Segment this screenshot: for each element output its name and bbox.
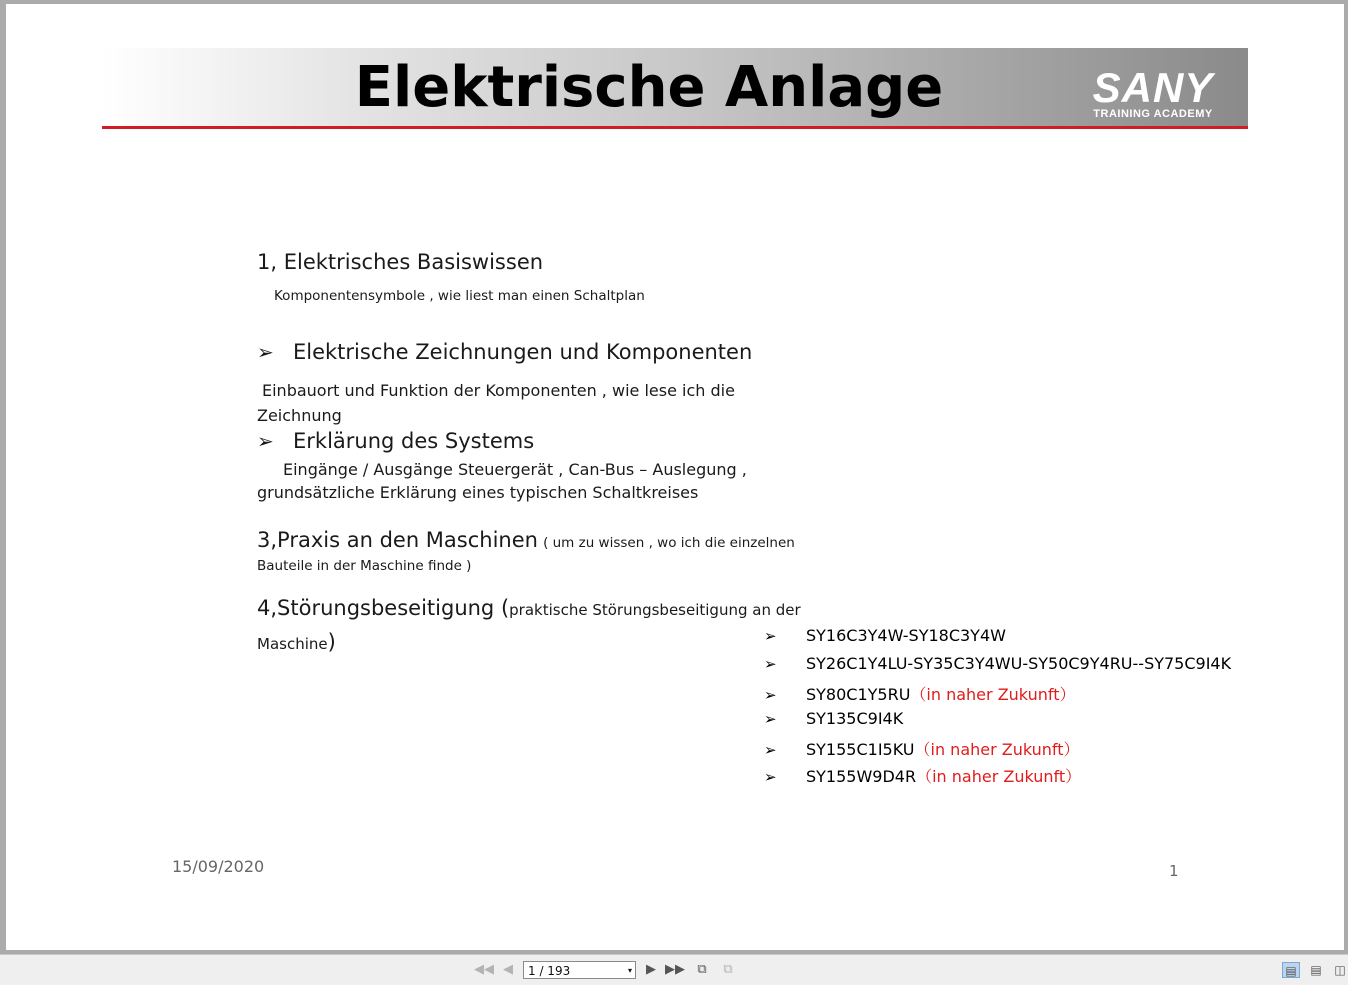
- next-page-icon[interactable]: ▶: [646, 962, 656, 977]
- section3-note1: ( um zu wissen , wo ich die einzelnen: [543, 535, 795, 551]
- logo-sub-text: TRAINING ACADEMY: [1093, 108, 1213, 120]
- last-page-icon[interactable]: ▶▶: [665, 962, 685, 977]
- model-item: [764, 764, 1081, 788]
- sany-logo: [1070, 64, 1236, 120]
- bullet-arrow-icon: ➢: [764, 655, 777, 673]
- section3-note2: Bauteile in der Maschine finde ): [257, 558, 472, 574]
- model-item: [764, 682, 1075, 706]
- logo-main-text: SANY: [1092, 64, 1214, 111]
- next-view-icon[interactable]: ⧉: [723, 962, 733, 977]
- bullet2-line2: grundsätzliche Erklärung eines typischen Schaltkreises: [257, 483, 699, 502]
- bullet1-line2: Zeichnung: [257, 406, 342, 425]
- title-banner: [102, 48, 1248, 129]
- bullet-arrow-icon: ➢: [764, 741, 777, 759]
- bullet2-line1: Eingänge / Ausgänge Steuergerät , Can-Bus – Auslegung ,: [283, 460, 747, 479]
- model-name: SY135C9I4K: [806, 709, 904, 728]
- document-page: [6, 4, 1344, 950]
- single-page-view-icon[interactable]: ▤: [1282, 962, 1300, 978]
- model-name: SY155W9D4R: [806, 767, 917, 786]
- first-page-icon[interactable]: ◀◀: [474, 962, 494, 977]
- viewer-toolbar: [0, 954, 1348, 985]
- bullet-arrow-icon: ➢: [764, 686, 777, 704]
- slide-date: 15/09/2020: [172, 857, 265, 876]
- section4-note1: praktische Störungsbeseitigung an der: [509, 601, 801, 619]
- prev-page-icon[interactable]: ◀: [503, 962, 513, 977]
- model-note: （in naher Zukunft）: [914, 740, 1080, 759]
- bullet-arrow-icon: ➢: [764, 627, 777, 645]
- chevron-down-icon: ▾: [627, 966, 632, 975]
- bullet-arrow-icon: ➢: [764, 710, 777, 728]
- bullet-arrow-icon: ➢: [764, 768, 777, 786]
- bullet1-line1: Einbauort und Funktion der Komponenten , wie lese ich die: [262, 381, 735, 400]
- model-name: SY16C3Y4W-SY18C3Y4W: [806, 626, 1006, 645]
- slide-page-number: 1: [1169, 862, 1179, 880]
- section4-heading: 4,Störungsbeseitigung (: [257, 596, 510, 620]
- bullet2-heading: Erklärung des Systems: [293, 429, 535, 453]
- model-item: [764, 709, 903, 733]
- page-selector[interactable]: [523, 961, 636, 979]
- page-indicator: 1 / 193: [528, 964, 571, 978]
- model-item: [764, 737, 1080, 761]
- section4-close: ): [327, 630, 336, 654]
- facing-view-icon[interactable]: ◫: [1334, 963, 1346, 977]
- bullet1-heading: Elektrische Zeichnungen und Komponenten: [293, 340, 753, 364]
- model-item: [764, 654, 1231, 678]
- section3-heading: 3,Praxis an den Maschinen: [257, 528, 538, 552]
- model-name: SY80C1Y5RU: [806, 685, 911, 704]
- model-note: （in naher Zukunft）: [910, 685, 1076, 704]
- section4-note2: Maschine: [257, 635, 328, 653]
- section1-sub: Komponentensymbole , wie liest man einen Schaltplan: [274, 288, 645, 304]
- model-name: SY26C1Y4LU-SY35C3Y4WU-SY50C9Y4RU--SY75C9I4K: [806, 654, 1232, 673]
- bullet-arrow-icon: ➢: [257, 429, 274, 453]
- model-item: [764, 626, 1006, 650]
- model-name: SY155C1I5KU: [806, 740, 915, 759]
- model-note: （in naher Zukunft）: [916, 767, 1082, 786]
- section1-heading: 1, Elektrisches Basiswissen: [257, 250, 544, 274]
- bullet-arrow-icon: ➢: [257, 340, 274, 364]
- slide-title: Elektrische Anlage: [354, 55, 944, 120]
- continuous-view-icon[interactable]: ▤: [1310, 963, 1322, 977]
- previous-view-icon[interactable]: ⧉: [697, 962, 707, 977]
